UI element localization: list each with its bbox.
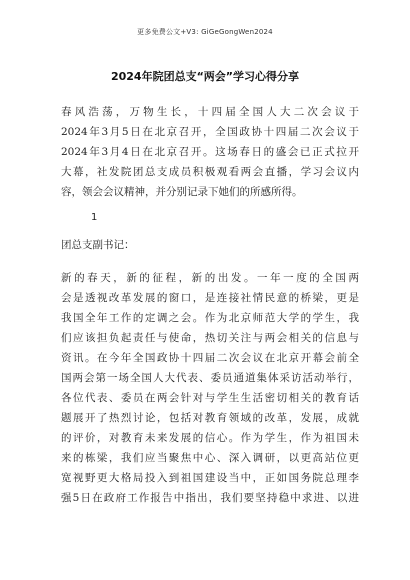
paragraph-intro [61,102,359,202]
paragraph-role [61,235,359,255]
text-line: 春风浩荡，万物生长，十四届全国人大二次会议于 [61,106,359,118]
text-line: 资讯。在今年全国政协十四届二次会议在北京开幕会前全 [61,352,359,364]
paragraph-body [61,268,359,508]
text-line: 容，领会会议精神，并分别记录下她们的所感所得。 [61,186,303,198]
header-note: 更多免费公文+V3: GiGeGongWen2024 [137,28,273,36]
text-line: 国两会第一场全国人大代表、委员通道集体采访活动举行， [61,372,359,384]
text-line: 团总支副书记： [61,239,135,251]
text-line: 2024年3月4日在北京召开。这场春日的盛会已正式拉开 [61,146,359,158]
text-line: 们应该担负起责任与使命，热切关注与两会相关的信息与 [61,332,359,344]
text-line: 新的春天，新的征程，新的出发。一年一度的全国两 [61,272,359,284]
text-line: 题展开了热烈讨论，包括对教育领域的改革，发展，成就 [61,412,359,424]
text-line: 的评价，对教育未来发展的信心。作为学生，作为祖国未 [61,432,359,444]
text-line: 会是透视改革发展的窗口，是连接社情民意的桥梁，更是 [61,292,359,304]
text-line: 我国全年工作的定调之会。作为北京师范大学的学生，我 [61,312,359,324]
text-line: 强5日在政府工作报告中指出，我们要坚持稳中求进、以进 [61,492,359,504]
text-line: 各位代表、委员在两会针对与学生生活密切相关的教育话 [61,392,359,404]
section-number: 1 [91,212,98,223]
text-line: 宽视野更大格局投入到祖国建设当中，正如国务院总理李 [61,472,359,484]
document-title: 2024年院团总支“两会”学习心得分享 [110,70,300,83]
text-line: 来的栋梁，我们应当聚焦中心、深入调研，以更高站位更 [61,452,359,464]
text-line: 大幕，社发院团总支成员积极观看两会直播，学习会议内 [61,166,359,178]
text-line: 2024年3月5日在北京召开，全国政协十四届二次会议于 [61,126,359,138]
